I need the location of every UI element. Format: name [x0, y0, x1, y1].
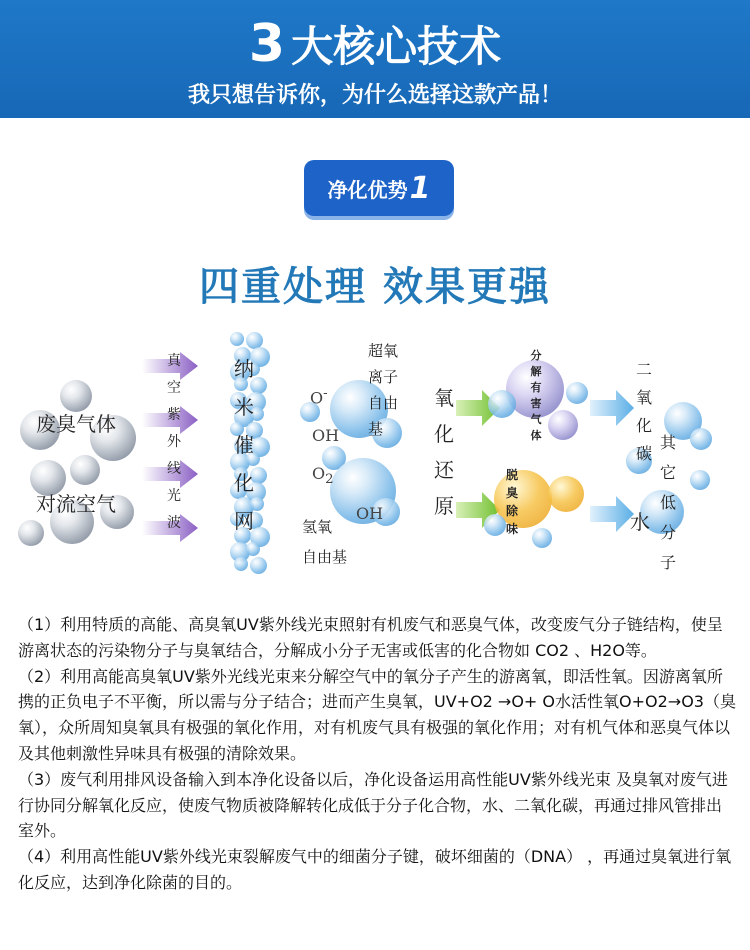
deodorize-label [500, 466, 524, 538]
paragraph-2: （2）利用高能高臭氧UV紫外光线光束来分解空气中的氧分子产生的游离氧，即活性氧。因游离氧所携的正负电子不平衡，所以需与分子结合；进而产生臭氧，UV+O2 →O+ O水活性氧O+O2→O3（臭氧），众所周知臭氧具有极强的氧化作用，对有机废气具有极强的氧化作用；对有机气体和恶臭气体以及其他刺激性异味具有极强的清除效果。 [18, 666, 736, 763]
superoxide-label-line: 超氧 [368, 342, 399, 360]
paragraph-4: （4）利用高性能UV紫外线光束裂解废气中的细菌分子键，破坏细菌的（DNA） ，再通过臭氧进行氧化反应，达到净化除菌的目的。 [18, 847, 732, 892]
other-label-char: 分 [659, 523, 676, 542]
catalyst-label-char: 网 [234, 509, 254, 533]
deodorize-bubble [548, 476, 584, 512]
process-diagram [0, 320, 750, 595]
header-title [0, 14, 750, 74]
hydroxyl-label [302, 512, 347, 572]
superoxide-label-line: 自由 [368, 394, 399, 412]
other-molecules-label [656, 428, 680, 578]
badge-text: 净化优势 [327, 177, 408, 202]
redox-label-char: 化 [434, 422, 454, 446]
other-label-char: 它 [659, 463, 676, 482]
oh-minus-label: OH [356, 504, 384, 523]
other-label-char: 其 [659, 433, 676, 452]
co2-label-char: 碳 [635, 444, 652, 463]
decompose-label [524, 348, 548, 444]
deodorize-label-char: 除 [505, 504, 518, 518]
molecule-bubble [566, 382, 588, 404]
redox-label-char: 原 [434, 494, 454, 518]
paragraph-1: （1）利用特质的高能、高臭氧UV紫外线光束照射有机废气和恶臭气体，改变废气分子链结构，使呈游离状态的污染物分子与臭氧结合，分解成小分子无害或低害的化合物如 CO2 、H2O等。 [18, 615, 723, 660]
uv-label-char: 外 [167, 434, 181, 450]
output-bubble [690, 428, 712, 450]
input-waste-gas: 废臭气体 [36, 412, 116, 436]
o2-minus-label: $O_2$ [312, 464, 334, 488]
decompose-label-char: 气 [530, 413, 542, 426]
output-bubble [690, 470, 710, 490]
catalyst-label-char: 纳 [234, 357, 254, 381]
catalyst-label-char: 米 [234, 395, 254, 419]
co2-label-char: 化 [635, 416, 652, 435]
input-convection-air: 对流空气 [36, 492, 116, 516]
redox-label-char: 还 [434, 458, 454, 482]
decompose-label-char: 分 [530, 349, 542, 362]
co2-label-char: 氧 [635, 388, 652, 407]
uv-label-char: 波 [167, 515, 181, 531]
decompose-label-char: 害 [530, 397, 542, 410]
uv-label-char: 空 [167, 380, 181, 396]
gas-bubble [18, 520, 44, 546]
catalyst-bubble [250, 557, 267, 574]
arrow-right-icon [590, 390, 634, 426]
description-text [18, 612, 736, 896]
uv-label-char: 紫 [167, 407, 181, 423]
deodorize-bubble [532, 528, 552, 548]
superoxide-label-line: 离子 [368, 368, 399, 386]
decompose-label-char: 解 [530, 365, 542, 378]
header-number: 3 [248, 14, 286, 74]
oh-label: OH [312, 426, 340, 445]
catalyst-label [232, 350, 256, 540]
uv-label-char: 光 [167, 488, 181, 504]
other-label-char: 低 [659, 493, 676, 512]
uv-label-char: 线 [167, 461, 181, 477]
uv-label-char: 真 [167, 353, 181, 369]
water-label: 水 [630, 510, 650, 534]
catalyst-bubble [234, 557, 248, 571]
o-minus-label: O- [310, 386, 328, 408]
deodorize-label-char: 臭 [505, 486, 518, 500]
molecule-bubble [488, 390, 516, 418]
catalyst-bubble [246, 542, 260, 556]
co2-label-char: 二 [635, 360, 652, 379]
header-title-text: 大核心技术 [291, 22, 502, 71]
superoxide-label-line: 基 [368, 420, 384, 438]
other-label-char: 子 [659, 553, 676, 572]
redox-label-char: 氧 [434, 386, 454, 410]
hydroxyl-label-line: 氢氧 [302, 518, 333, 536]
decompose-label-char: 体 [530, 429, 542, 442]
gas-bubble [70, 455, 100, 485]
catalyst-label-char: 催 [234, 433, 254, 457]
header-banner [0, 0, 750, 118]
headline: 四重处理 效果更强 [199, 264, 551, 310]
catalyst-bubble [230, 332, 244, 346]
molecule-bubble [548, 410, 578, 440]
hydroxyl-label-line: 自由基 [302, 548, 348, 566]
advantage-badge [304, 160, 454, 216]
superoxide-label [368, 338, 398, 442]
badge-number: 1 [409, 170, 431, 206]
co2-label [632, 356, 656, 468]
decompose-label-char: 有 [530, 381, 542, 394]
redox-label [432, 380, 456, 524]
paragraph-3: （3）废气利用排风设备输入到本净化设备以后，净化设备运用高性能UV紫外线光束 及臭氧对废气进行协同分解氧化反应，使废气物质被降解转化成低于分子化合物，水、二氧化碳，再通过排风管排出室外。 [18, 769, 728, 841]
uv-light-label [162, 348, 186, 537]
header-subtitle: 我只想告诉你，为什么选择这款产品！ [187, 83, 562, 108]
catalyst-label-char: 化 [234, 471, 254, 495]
deodorize-label-char: 脱 [505, 468, 518, 482]
deodorize-label-char: 味 [505, 522, 518, 536]
arrow-right-icon [590, 496, 634, 532]
